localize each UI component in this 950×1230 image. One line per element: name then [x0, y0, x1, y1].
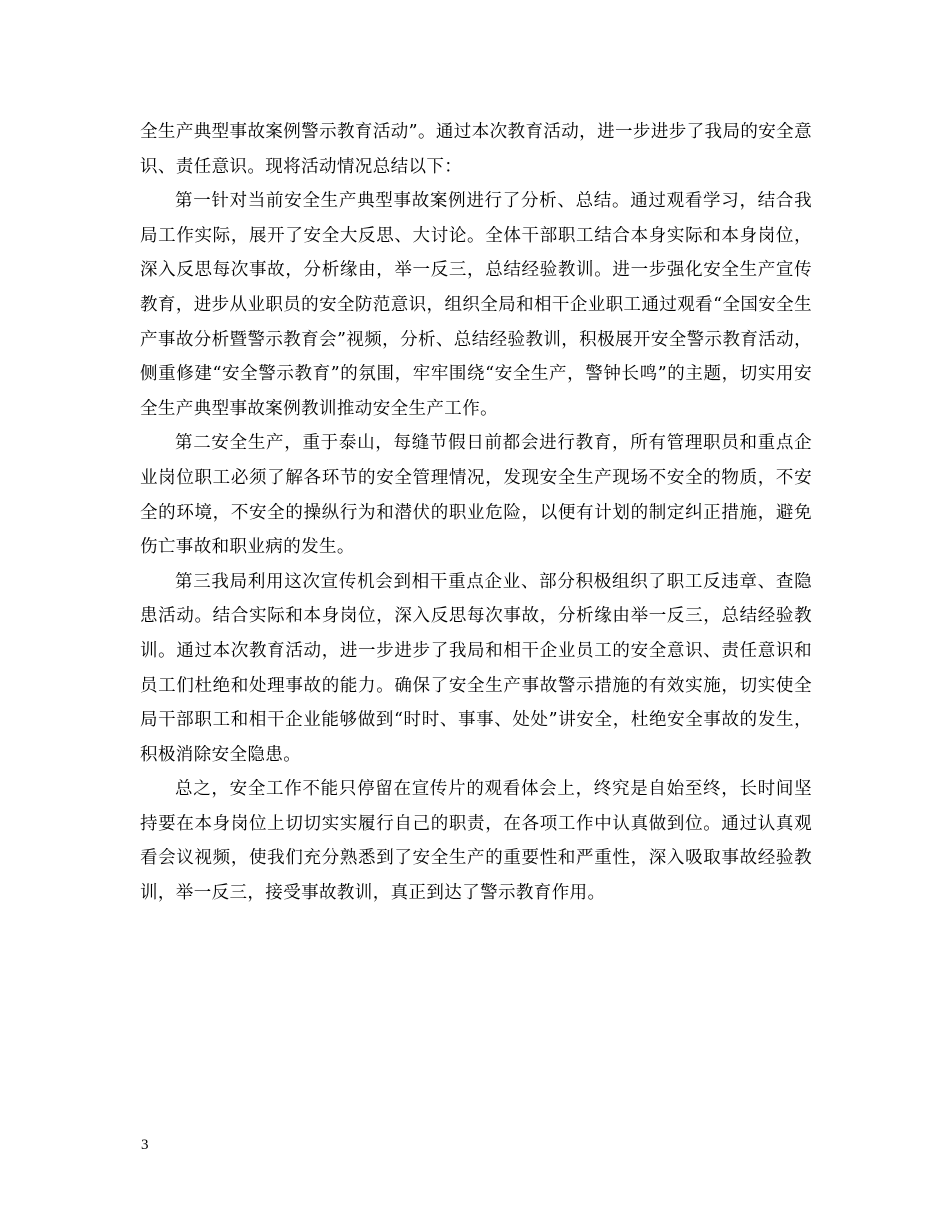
paragraph-conclusion: 总之，安全工作不能只停留在宣传片的观看体会上，终究是自始至终，长时间坚持要在本身岗位上切切实实履行自己的职责，在各项工作中认真做到位。通过认真观看会议视频，使我们充分熟悉到了安全生产的重要性和严重性，深入吸取事故经验教训，举一反三，接受事故教训，真正到达了警示教育作用。: [140, 779, 812, 904]
paragraph-continuation: 全生产典型事故案例警示教育活动”。通过本次教育活动，进一步进步了我局的安全意识、责任意识。现将活动情况总结以下：: [140, 122, 812, 177]
paragraph-first-point: 第一针对当前安全生产典型事故案例进行了分析、总结。通过观看学习，结合我局工作实际，展开了安全大反思、大讨论。全体干部职工结合本身实际和本身岗位，深入反思每次事故，分析缘由，举一反三，总结经验教训。进一步强化安全生产宣传教育，进步从业职员的安全防范意识，组织全局和相干企业职工通过观看“全国安全生产事故分析暨警示教育会”视频，分析、总结经验教训，积极展开安全警示教育活动，侧重修建“安全警示教育”的氛围，牢牢围绕“安全生产，警钟长鸣”的主题，切实用安全生产典型事故案例教训推动安全生产工作。: [140, 191, 812, 419]
paragraph-second-point: 第二安全生产，重于泰山，每缝节假日前都会进行教育，所有管理职员和重点企业岗位职工必须了解各环节的安全管理情况，发现安全生产现场不安全的物质，不安全的环境，不安全的操纵行为和潜伏的职业危险，以便有计划的制定纠正措施，避免伤亡事故和职业病的发生。: [140, 433, 812, 558]
document-body: [140, 115, 812, 911]
paragraph-third-point: 第三我局利用这次宣传机会到相干重点企业、部分积极组织了职工反违章、查隐患活动。结合实际和本身岗位，深入反思每次事故，分析缘由举一反三，总结经验教训。通过本次教育活动，进一步进步了我局和相干企业员工的安全意识、责任意识和员工们杜绝和处理事故的能力。确保了安全生产事故警示措施的有效实施，切实使全局干部职工和相干企业能够做到“时时、事事、处处”讲安全，杜绝安全事故的发生，积极消除安全隐患。: [140, 571, 812, 765]
page-number: 3: [141, 1137, 149, 1153]
